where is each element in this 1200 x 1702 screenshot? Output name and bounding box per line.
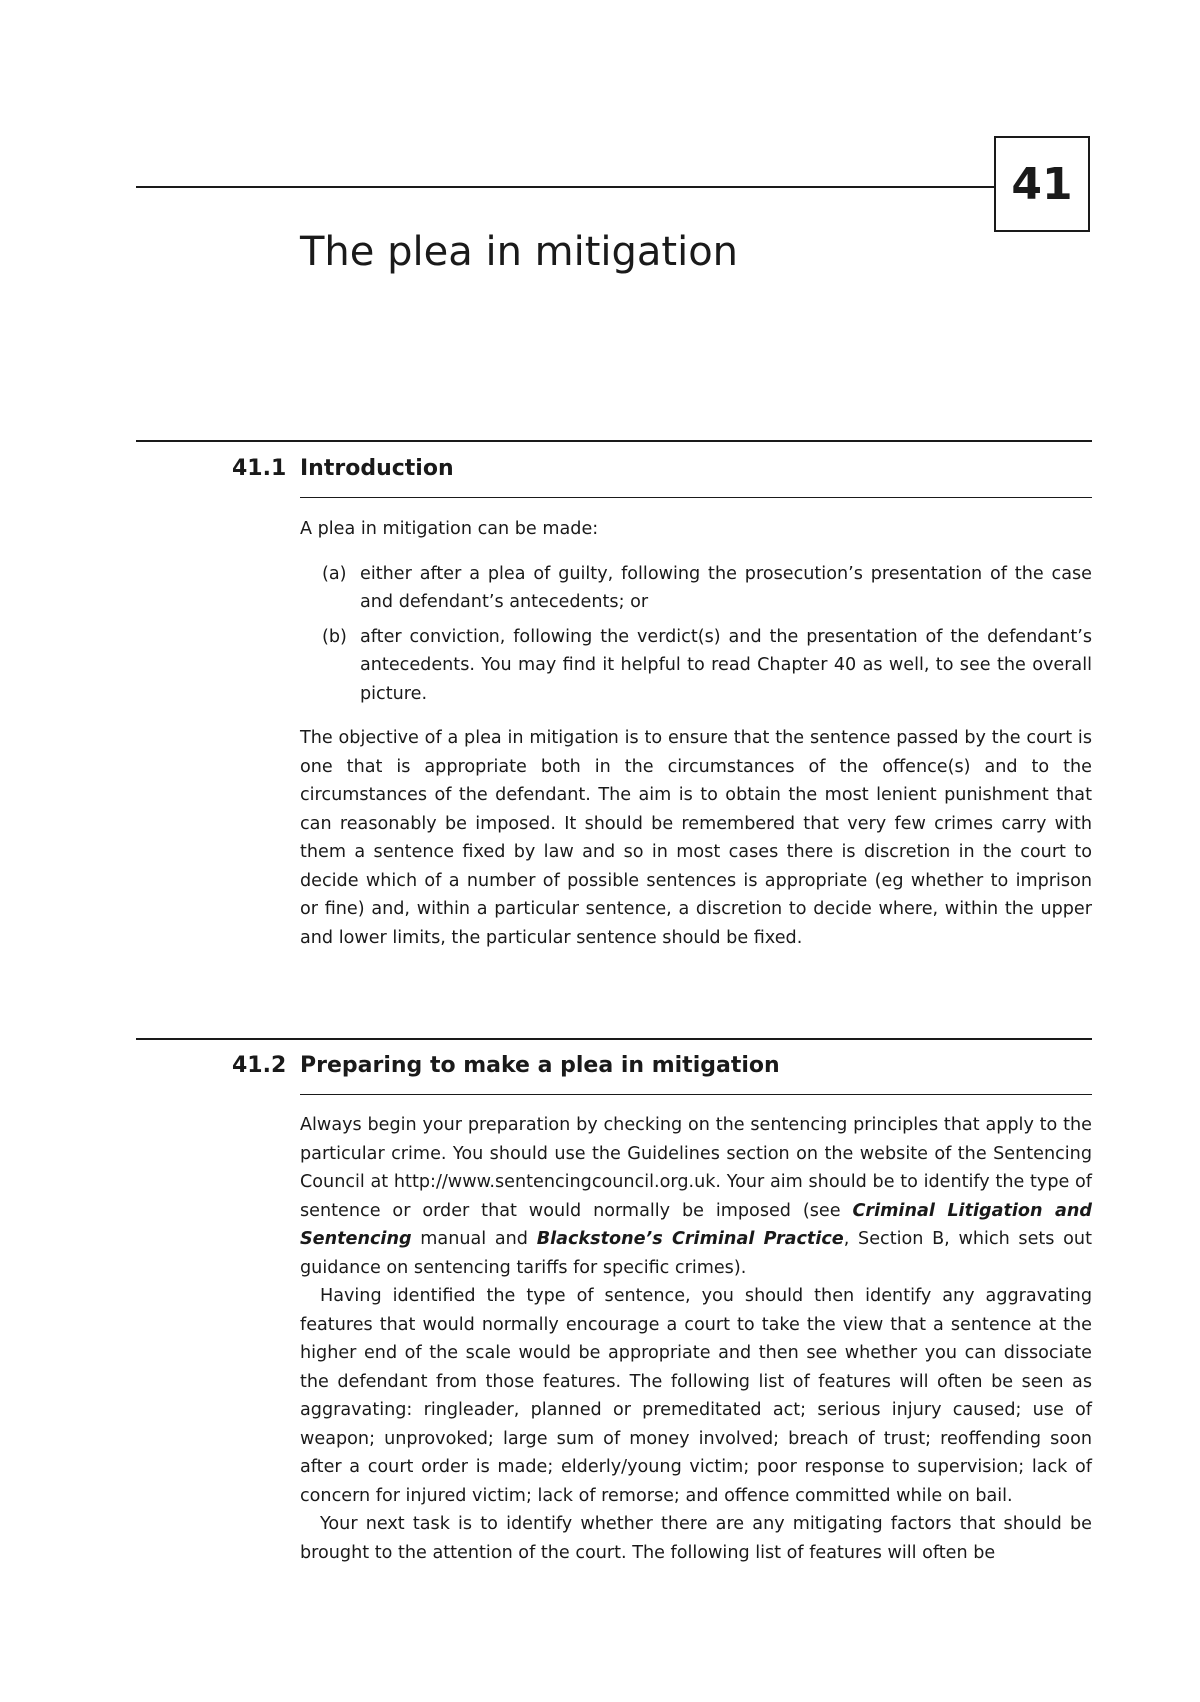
list-marker-b: (b) (322, 626, 347, 647)
section-2-body (300, 1111, 1092, 1567)
section-1-intro: A plea in mitigation can be made: (300, 519, 599, 539)
list-marker-a: (a) (322, 563, 347, 584)
ref-criminal-litigation: Criminal Litigation and Sentencing (300, 1200, 1092, 1249)
list-text-b-after: as well, to see the overall picture. (360, 655, 1092, 704)
chapter-40-link[interactable]: Chapter 40 (757, 655, 857, 675)
section-1-bottom-rule (300, 497, 1092, 498)
chapter-number: 41 (1011, 158, 1073, 210)
section-1-paragraph: The objective of a plea in mitigation is to ensure that the sentence passed by the court is one that is appropriate both in the circumstances of the offence(s) and to the circumstances of the defendant. The aim is to obtain the most lenient punishment that can reasonably be imposed. It should be remembered that very few crimes carry with them a sentence fixed by law and so in most cases there is discretion in the court to decide which of a number of possible sentences is appropriate (eg whether to imprison or fine) and, within a particular sentence, a discretion to decide where, within the upper and lower limits, the particular sentence should be fixed. (300, 728, 1092, 948)
section-2-number: 41.2 (232, 1053, 287, 1078)
section-2-paragraph-3: Your next task is to identify whether there are any mitigating factors that should be brought to the attention of the court. The following list of features will often be (300, 1514, 1092, 1563)
chapter-rule (136, 186, 994, 188)
section-2-bottom-rule (300, 1094, 1092, 1095)
section-2-heading: Preparing to make a plea in mitigation (300, 1053, 780, 1078)
section-1-number: 41.1 (232, 456, 287, 481)
p1-text-d: , Section B, which sets out guidance on sentencing tariffs for specific crimes). (300, 1229, 1092, 1278)
list-item-b (300, 623, 1092, 709)
section-2-paragraph-1 (300, 1111, 1092, 1282)
section-2-paragraph-2: Having identified the type of sentence, you should then identify any aggravating features that would normally encourage a court to take the view that a sentence at the higher end of the scale would be appropriate and then see whether you can dissociate the defendant from those features. The following list of features will often be seen as aggravating: ringleader, planned or premeditated act; serious injury caused; use of weapon; unprovoked; large sum of money involved; breach of trust; reoffending soon after a court order is made; elderly/young victim; poor response to supervision; lack of concern for injured victim; lack of remorse; and offence committed while on bail. (300, 1286, 1092, 1506)
ref-blackstones: Blackstone’s Criminal Practice (536, 1229, 844, 1249)
p1-text-b: . Your aim should be to identify the type of sentence or order that would normally be imposed (see (300, 1172, 1092, 1221)
chapter-title: The plea in mitigation (300, 229, 739, 275)
chapter-number-box (994, 136, 1090, 232)
section-2-top-rule (136, 1038, 1092, 1040)
section-1-body (300, 515, 1092, 952)
list-item-a (300, 560, 1092, 617)
sentencing-council-url[interactable]: http://www.sentencingcouncil.org.uk (393, 1172, 716, 1192)
section-1-heading: Introduction (300, 456, 454, 481)
p1-text-a: Always begin your preparation by checking on the sentencing principles that apply to the particular crime. You should use the Guidelines section on the website of the Sentencing Council at (300, 1115, 1092, 1192)
section-1-top-rule (136, 440, 1092, 442)
list-text-a: either after a plea of guilty, following the prosecution’s presentation of the case and defendant’s antecedents; or (360, 563, 1092, 612)
list-text-b-before: after conviction, following the verdict(s) and the presentation of the defendant’s antecedents. You may find it helpful to read (360, 626, 1092, 675)
p1-text-c: manual and (411, 1229, 537, 1249)
